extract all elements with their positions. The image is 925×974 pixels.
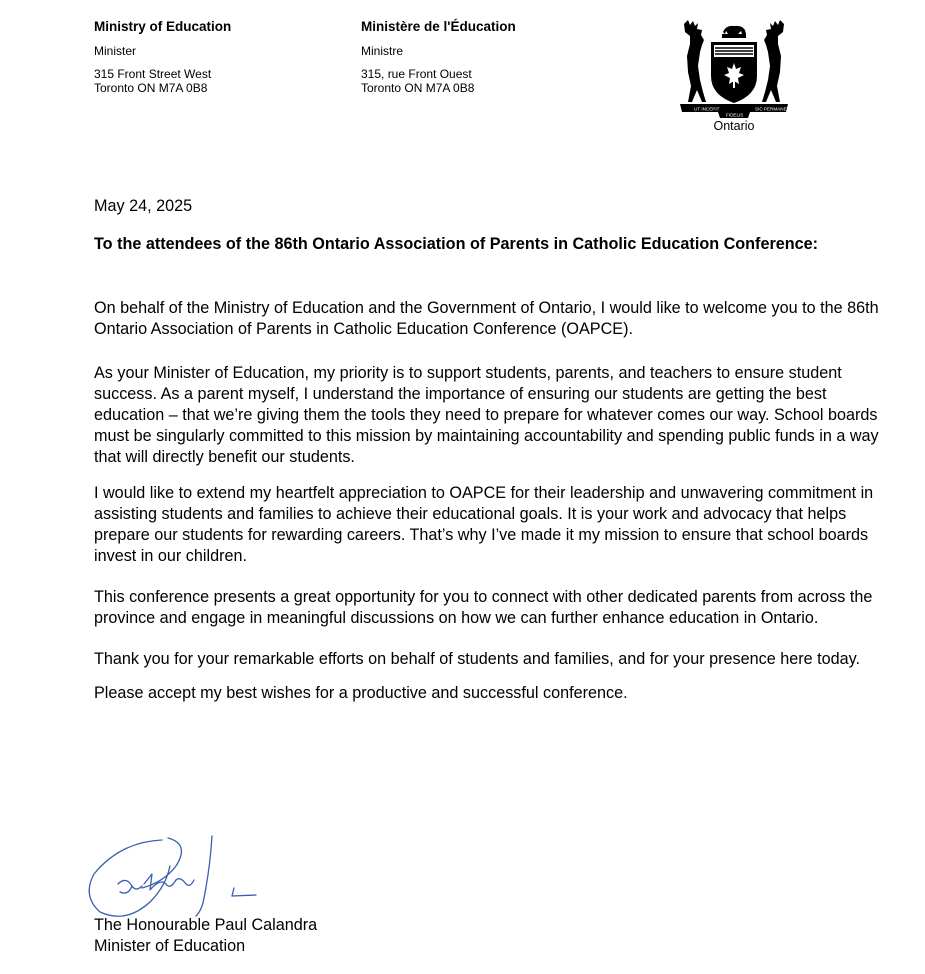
role-en: Minister <box>94 44 137 58</box>
letter-salutation: To the attendees of the 86th Ontario Association of Parents in Catholic Education Conference: <box>94 235 819 253</box>
paragraph: Thank you for your remarkable efforts on behalf of students and families, and for your presence here today. <box>94 650 861 668</box>
address-line2-en: Toronto ON M7A 0B8 <box>94 81 208 95</box>
address-line2-fr: Toronto ON M7A 0B8 <box>361 81 475 95</box>
paragraph: This conference presents a great opportunity for you to connect with other dedicated parents from across the province and engage in meaningful discussions on how we can further enhance education in Ontario. <box>94 588 873 627</box>
paragraph: I would like to extend my heartfelt appreciation to OAPCE for their leadership and unwavering commitment in assisting students and families to achieve their educational goals. It is your work and advocacy that helps prepare our students for rewarding careers. That’s why I’ve made it my mission to ensure that school boards invest in our children. <box>94 484 874 565</box>
ontario-wordmark: Ontario <box>713 119 755 133</box>
motto-center-text: FIDELIS <box>726 112 744 118</box>
motto-left-text: UT INCEPIT <box>694 106 720 112</box>
letter-date: May 24, 2025 <box>94 197 193 215</box>
department-name-fr: Ministère de l'Éducation <box>361 19 516 34</box>
paragraph: Please accept my best wishes for a productive and successful conference. <box>94 684 628 702</box>
handwritten-signature <box>80 818 280 930</box>
signoff-block <box>94 915 317 957</box>
paragraph: On behalf of the Ministry of Education and the Government of Ontario, I would like to welcome you to the 86th Ontario Association of Parents in Catholic Education Conference (OAPCE). <box>94 299 879 338</box>
motto-right-text: SIC PERMANET <box>755 106 790 112</box>
header-english <box>94 20 231 95</box>
signatory-title: Minister of Education <box>94 937 246 955</box>
paragraph: As your Minister of Education, my priority is to support students, parents, and teachers to ensure student success. As a parent myself, I understand the importance of ensuring our students are getting the best education – that we’re giving them the tools they need to prepare for whatever comes our way. School boards must be singularly committed to this mission by maintaining accountability and spending public funds in a way that will directly benefit our students. <box>94 364 879 466</box>
signatory-name: The Honourable Paul Calandra <box>94 916 318 934</box>
role-fr: Ministre <box>361 44 404 58</box>
department-name-en: Ministry of Education <box>94 19 232 34</box>
letter-body <box>94 196 879 725</box>
address-line1-en: 315 Front Street West <box>94 67 212 81</box>
header-french <box>361 20 516 95</box>
address-line1-fr: 315, rue Front Ouest <box>361 67 472 81</box>
